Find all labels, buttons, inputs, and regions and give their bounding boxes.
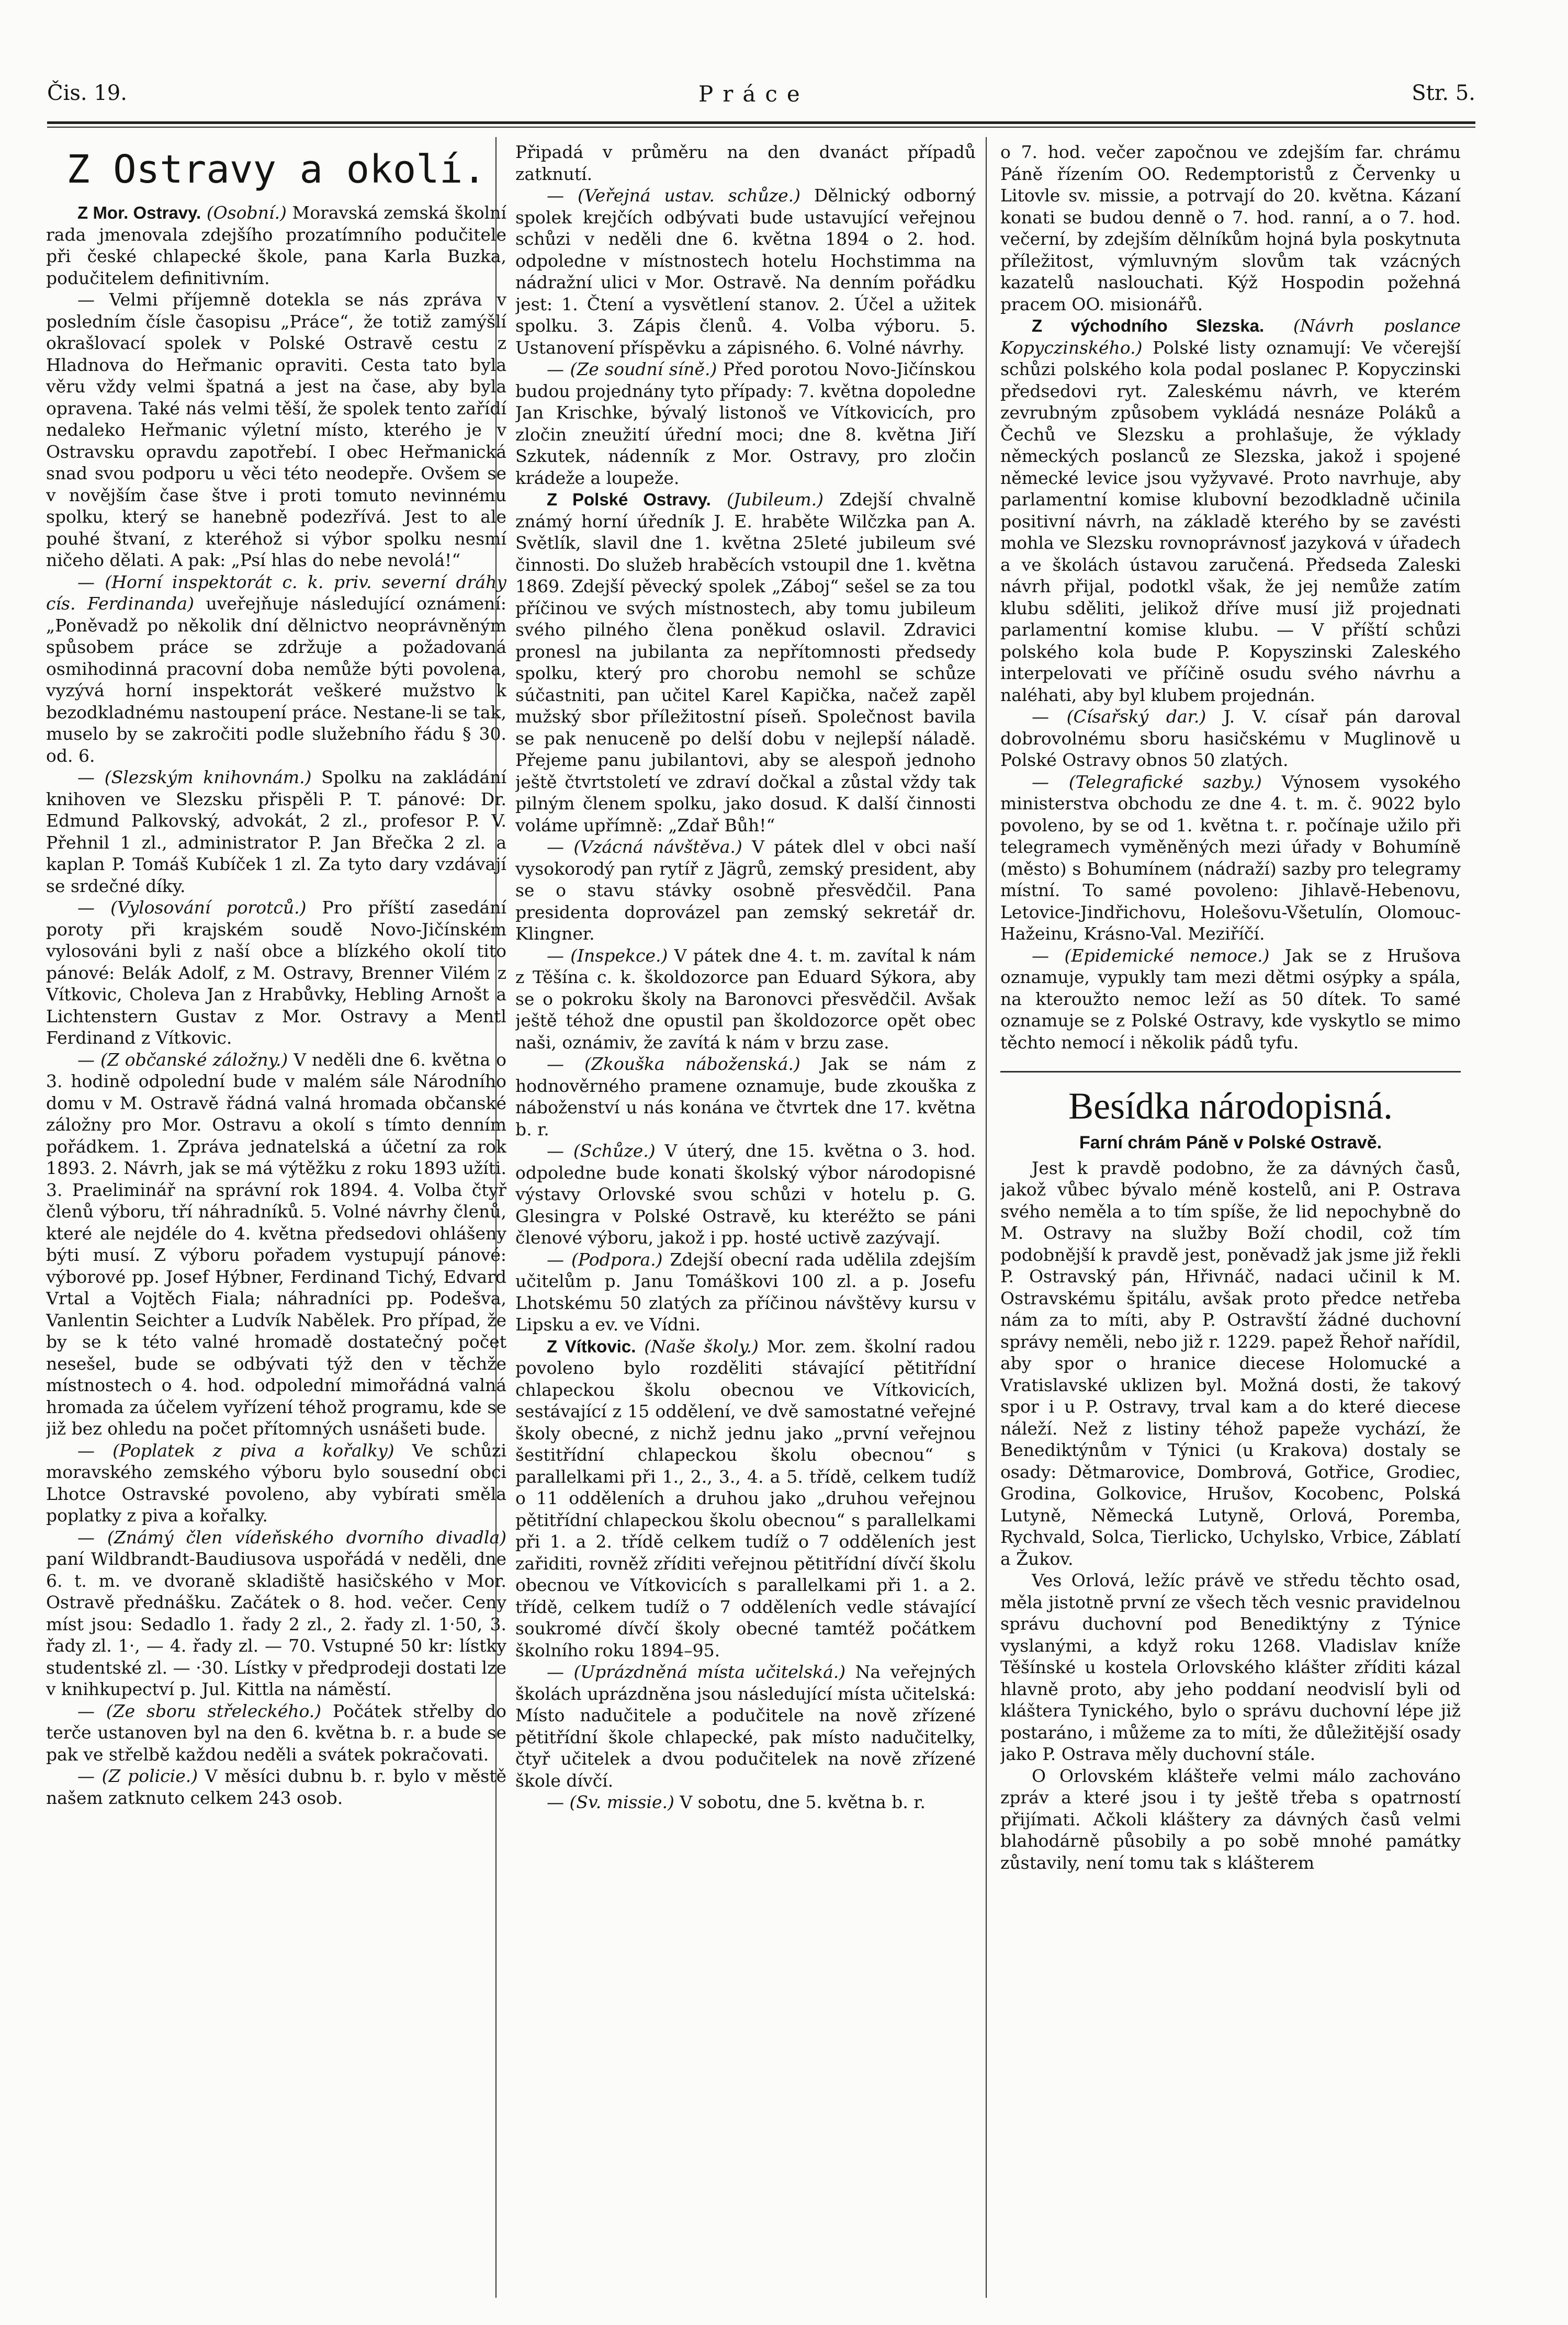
article-tag: (Císařský dar.) [1066,706,1206,727]
feuilleton-paragraph: Ves Orlová, ležíc právě ve středu těchto osad, měla jistotně první ze všech těch vesnic pravidelnou správu duchovní pod Benediktýny z Týnice vyslanými, a když roku 1268. Vladislav kníže Těšínské u kostela Orlovského klášter zříditi kázal hlavně proto, aby jeho poddaní neodvislí byli od kláštera Tynického, bylo o správu duchovní lépe již postaráno, i můžeme za to míti, že důležitější osady jako P. Ostrava měly duchovní stále. [1000,1570,1461,1764]
article: — (Slezským knihovnám.) Spolku na zakládání knihoven ve Slezsku přispěli P. T. pánové: Dr. Edmund Palkovský, advokát, 2 zl., profesor P. V. Přehnil 1 zl., administrator P. Jan Břečka 2 zl. a kaplan P. Tomáš Kubíček 1 zl. Za tyto dary vzdávají se srdečné díky. [46,767,506,896]
article: — (Veřejná ustav. schůze.) Dělnický odborný spolek krejčích odbývati bude ustavující veřejnou schůzi v neděli dne 6. května 1894 o 2. hod. odpoledne v místnostech hotelu Hochstimma na nádražní ulici v Mor. Ostravě. Na denním pořádku jest: 1. Čtení a vysvětlení stanov. 2. Účel a užitek spolku. 3. Zápis členů. 4. Volba výboru. 5. Ustanovení příspěvku a zápisného. 6. Volné návrhy. [515,185,976,358]
article-tag: (Podpora.) [571,1249,663,1270]
article: — (Uprázdněná místa učitelská.) Na veřejných školách uprázdněna jsou následující místa učitelská: Místo nadučitele a podučitele na nově zřízené pětitřídní škole chlapecké, pak místo nadučitelky, čtyř učitelek a dvou podučitelek na nově zřízené škole dívčí. [515,1662,976,1791]
column-2 [515,141,976,2302]
article-text: Pro příští zasedání poroty při krajském soudě Novo-Jičínském vylosováni byli z naší obce a blízkého okolí tito pánové: Belák Adolf, z M. Ostravy, Brenner Vilém z Vítkovic, Choleva Jan z Hrabůvky, Hebling Arnošt a Lichtenstern Gustav z Mor. Ostravy a Mentl Ferdinand z Vítkovic. [46,897,506,1048]
issue-number: Čis. 19. [47,81,127,105]
article-tag: (Vzácná návštěva.) [573,837,742,857]
column-1 [46,141,506,2302]
article: — (Vzácná návštěva.) V pátek dlel v obci naší vysokorodý pan rytíř z Jägrů, zemský president, aby se o stavu stávky osobně přesvědčil. Pana presidenta doprovázel pan zemský sekretář dr. Klingner. [515,837,976,944]
article-text: Jak se nám z hodnověrného pramene oznamuje, bude zkouška z náboženství u nás konána ve čtvrtek dne 17. května b. r. [515,1054,976,1139]
article-text: Zdejší obecní rada udělila zdejším učitelům p. Janu Tomáškovi 100 zl. a p. Josefu Lhotskému 50 zlatých za příčinou návštěvy kursu v Lipsku a ev. ve Vídni. [515,1249,976,1335]
article-tag: (Sv. missie.) [569,1792,674,1812]
article-tag: (Slezským knihovnám.) [104,767,312,787]
article-text: Moravská zemská školní rada jmenovala zdejšího prozatímního podučitele při české chlapecké škole, pana Karla Buzka, podučitelem definitivním. [46,202,506,288]
article: — (Ze sboru střeleckého.) Počátek střelby do terče ustanoven byl na den 6. května b. r. a bude se pak ve střelbě každou neděli a svátek pokračovati. [46,1700,506,1765]
article-text: Před porotou Novo-Jičínskou budou projednány tyto případy: 7. května dopoledne Jan Krischke, bývalý listonoš ve Vítkovicích, pro zločin zneužití úřední moci; dne 8. května Jiří Szkutek, nádenník z Mor. Ostravy, pro zločin krádeže a loupeže. [515,359,976,488]
header-rule-thin [47,127,1475,128]
locality-heading: Z Polské Ostravy. [547,490,711,509]
article-text: J. V. císař pán daroval dobrovolnému sboru hasičskému v Muglinově u Polské Ostravy obnos 50 zlatých. [1000,706,1461,770]
article-text: Počátek střelby do terče ustanoven byl na den 6. května b. r. a bude se pak ve střelbě každou neděli a svátek pokračovati. [46,1700,506,1765]
article-text: V úterý, dne 15. května o 3. hod. odpoledne bude konati školský výbor národopisné výstavy Orlovské svou schůzi v hotelu p. G. Glesingra v Polské Ostravě, ku kteréžto se páni členové výboru, jakož i pp. hosté uctivě zazývají. [515,1141,976,1248]
article-tag: (Zkouška náboženská.) [584,1054,800,1074]
article-tag: (Jubileum.) [726,489,824,510]
article-tag: (Schůze.) [573,1141,656,1161]
article: — Velmi příjemně dotekla se nás zpráva v posledním čísle časopisu „Práce“, že totiž zamýšlí okrašlovací spolek v Polské Ostravě cestu z Hladnova do Heřmanic opraviti. Cesta tato byla věru vždy velmi špatná a jest na čase, aby byla opravena. Také nás velmi těší, že spolek tento zařídí nedaleko Heřmanic výletní místo, kterého je v Ostravsku opravdu zapotřebí. I obec Heřmanická snad svou podporu u věci této neodepře. Ovšem se v novějším čase štve i proti tomuto nevinnému spolku, který se hanebně podezřívá. Jest to ale pouhé štvaní, z kteréhož si výbor spolku nesmí ničeho dělati. A pak: „Psí hlas do nebe nevolá!“ [46,289,506,570]
article-tag: (Veřejná ustav. schůze.) [577,185,801,206]
article: — (Inspekce.) V pátek dne 4. t. m. zavítal k nám z Těšína c. k. školdozorce pan Eduard Sýkora, aby se o pokroku školy na Baronovci přesvědčil. Avšak ještě téhož dne opustil pan školdozorce opět obec naši, oznámiv, že zavítá k nám v brzu zase. [515,945,976,1053]
article-tag: (Poplatek z piva a kořalky) [112,1440,394,1461]
article-tag: (Ze sboru střeleckého.) [106,1700,322,1721]
locality-heading: Z východního Slezska. [1032,316,1265,335]
article: — (Císařský dar.) J. V. císař pán daroval dobrovolnému sboru hasičskému v Muglinově u Polské Ostravy obnos 50 zlatých. [1000,706,1461,770]
article-text: V neděli dne 6. května o 3. hodině odpolední bude v malém sále Národního domu v M. Ostravě řádná valná hromada občanské záložny pro Mor. Ostravu a okolí s tímto denním pořádkem. 1. Zpráva jednatelská a účetní za rok 1893. 2. Návrh, jak se má výtěžku z roku 1893 užíti. 3. Praeliminář na správní rok 1894. 4. Volba čtyř členů výboru, tří náhradníků. 5. Volné návrhy členů, které ale nejdéle do 4. května předsedovi ohlášeny býti musí. Z výboru pořadem vystupují pánové: výborové pp. Josef Hýbner, Ferdinand Tichý, Edvard Vrtal a Vojtěch Fiala; náhradníci pp. Podešva, Vanlentin Seichter a Ludvík Nabělek. Pro případ, že by se k této valné hromadě dostatečný počet nesešel, bude se odbývati týž den v těchže místnostech o 4. hod. odpolední mimořádná valná hromada za účelem vyřízení téhož programu, kde se již bez ohledu na počet přítomných usnášeti bude. [46,1049,506,1439]
article-text: uveřejňuje následující oznámení: „Poněvadž po několik dní dělnictvo neoprávněným spůsobem práce se zdržuje a požadovaná osmihodinná pracovní doba nemůže býti povolena, vyzývá horní inspektorát veškeré mužstvo k bezodkladnému nastoupení práce. Nestane-li se tak, muselo by se zakročiti podle služebního řádu § 30. od. 6. [46,593,506,766]
article: — (Z občanské záložny.) V neděli dne 6. května o 3. hodině odpolední bude v malém sále Národního domu v M. Ostravě řádná valná hromada občanské záložny pro Mor. Ostravu a okolí s tímto denním pořádkem. 1. Zpráva jednatelská a účetní za rok 1893. 2. Návrh, jak se má výtěžku z roku 1893 užíti. 3. Praeliminář na správní rok 1894. 4. Volba čtyř členů výboru, tří náhradníků. 5. Volné návrhy členů, které ale nejdéle do 4. května předsedovi ohlášeny býti musí. Z výboru pořadem vystupují pánové: výborové pp. Josef Hýbner, Ferdinand Tichý, Edvard Vrtal a Vojtěch Fiala; náhradníci pp. Podešva, Vanlentin Seichter a Ludvík Nabělek. Pro případ, že by se k této valné hromadě dostatečný počet nesešel, bude se odbývati týž den v těchže místnostech o 4. hod. odpolední mimořádná valná hromada za účelem vyřízení téhož programu, kde se již bez ohledu na počet přítomných usnášeti bude. [46,1049,506,1439]
article-text: Na veřejných školách uprázdněna jsou následující místa učitelská: Místo nadučitele a podučitele na nově zřízené pětitřídní škole chlapecké, pak místo nadučitelky, čtyř učitelek a dvou podučitelek na nově zřízené škole dívčí. [515,1662,976,1791]
article-text: Spolku na zakládání knihoven ve Slezsku přispěli P. T. pánové: Dr. Edmund Palkovský, advokát, 2 zl., profesor P. V. Přehnil 1 zl., administrator P. Jan Břečka 2 zl. a kaplan P. Tomáš Kubíček 1 zl. Za tyto dary vzdávají se srdečné díky. [46,767,506,896]
article-tag: (Návrh poslance Kopyczinského.) [1000,315,1461,358]
article-tag: (Uprázdněná místa učitelská.) [573,1662,846,1682]
locality-heading: Z Mor. Ostravy. [77,203,201,222]
article-text: V pátek dlel v obci naší vysokorodý pan rytíř z Jägrů, zemský president, aby se o stavu stávky osobně přesvědčil. Pana presidenta doprovázel pan zemský sekretář dr. Klingner. [515,837,976,944]
article: — (Známý člen vídeňského dvorního divadla) paní Wildbrandt-Baudiusova uspořádá v neděli, dne 6. t. m. ve dvoraně skladiště hasičského v Mor. Ostravě přednášku. Začátek o 8. hod. večer. Ceny míst jsou: Sedadlo 1. řady 2 zl., 2. řady zl. 1·50, 3. řady zl. 1·, — 4. řady zl. — 70. Vstupné 50 kr: lístky studentské zl. — ·30. Lístky v předprodeji dostati lze v knihkupectví p. Jul. Kittla na náměstí. [46,1527,506,1699]
article: — (Schůze.) V úterý, dne 15. května o 3. hod. odpoledne bude konati školský výbor národopisné výstavy Orlovské svou schůzi v hotelu p. G. Glesingra v Polské Ostravě, ku kteréžto se páni členové výboru, jakož i pp. hosté uctivě zazývají. [515,1141,976,1248]
article: Připadá v průměru na den dvanáct případů zatknutí. [515,142,976,184]
article [515,489,976,836]
article-tag: (Ze soudní síně.) [570,359,717,379]
article-tag: (Z občanské záložny.) [100,1049,288,1070]
article-tag: (Vylosování porotců.) [110,897,307,918]
locality-heading: Z Vítkovic. [547,1336,636,1356]
feuilleton-subtitle: Farní chrám Páně v Polské Ostravě. [1079,1133,1382,1153]
article: — (Sv. missie.) V sobotu, dne 5. května b. r. [547,1792,926,1812]
page-header [47,81,1475,118]
feuilleton-title: Besídka národopisná. [1000,1071,1461,1129]
article [1000,315,1461,706]
article-tag: (Epidemické nemoce.) [1064,945,1270,966]
article-tag: (Inspekce.) [570,945,668,966]
masthead-title: Práce [698,81,809,107]
article: — (Podpora.) Zdejší obecní rada udělila zdejším učitelům p. Janu Tomáškovi 100 zl. a p. Josefu Lhotskému 50 zlatých za příčinou návštěvy kursu v Lipsku a ev. ve Vídni. [515,1249,976,1335]
article-tag: (Telegrafické sazby.) [1068,771,1262,792]
article: — (Z policie.) V měsíci dubnu b. r. bylo v městě našem zatknuto celkem 243 osob. [46,1766,506,1808]
article-text: Dělnický odborný spolek krejčích odbývati bude ustavující veřejnou schůzi v neděli dne 6. května 1894 o 2. hod. odpoledne v místnostech hotelu Hochstimma na nádražní ulici v Mor. Ostravě. Na denním pořádku jest: 1. Čtení a vysvětlení stanov. 2. Účel a užitek spolku. 3. Zápis členů. 4. Volba výboru. 5. Ustanovení příspěvku a zápisného. 6. Volné návrhy. [515,185,976,358]
article: — (Zkouška náboženská.) Jak se nám z hodnověrného pramene oznamuje, bude zkouška z náboženství u nás konána ve čtvrtek dne 17. května b. r. [515,1054,976,1139]
article: — (Ze soudní síně.) Před porotou Novo-Jičínskou budou projednány tyto případy: 7. května dopoledne Jan Krischke, bývalý listonoš ve Vítkovicích, pro zločin zneužití úřední moci; dne 8. května Jiří Szkutek, nádenník z Mor. Ostravy, pro zločin krádeže a loupeže. [515,359,976,488]
article-text: V pátek dne 4. t. m. zavítal k nám z Těšína c. k. školdozorce pan Eduard Sýkora, aby se o pokroku školy na Baronovci přesvědčil. Avšak ještě téhož dne opustil pan školdozorce opět obec naši, oznámiv, že zavítá k nám v brzu zase. [515,945,976,1053]
article: — (Vylosování porotců.) Pro příští zasedání poroty při krajském soudě Novo-Jičínském vylosováni byli z naší obce a blízkého okolí tito pánové: Belák Adolf, z M. Ostravy, Brenner Vilém z Vítkovic, Choleva Jan z Hrabůvky, Hebling Arnošt a Lichtenstern Gustav z Mor. Ostravy a Mentl Ferdinand z Vítkovic. [46,897,506,1048]
article-text: Polské listy oznamují: Ve včerejší schůzi polského kola podal poslanec P. Kopyczinski předsedovi ryt. Zaleskému návrh, ve kterém zevrubným způsobem vykládá nesnáze Poláků a Čechů ve Slezsku a prohlašuje, že výklady německých poslanců ze Slezska, jakož i spojené německé levice jsou vyžyvavé. Proto navrhuje, aby parlamentní komise klubovní bezodkladně učinila positivní návrh, na základě kterého by se zavésti mohla ve Slezsku rovnoprávnosť jazyková v úřadech a ve školách ústavou zaručená. Předseda Zaleski návrh přijal, podotkl však, že jej nemůže zatím klubu sděliti, jelikož dříve musí již projednati parlamentní komise klubu. — V příští schůzi polského kola bude P. Kopyszinski Zaleského interpelovati ve příčině osudu svého návrhu a naléhati, aby byl klubem projednán. [1000,337,1461,705]
section-title: Z Ostravy a okolí. [66,147,486,192]
article-tag: (Naše školy.) [644,1336,759,1357]
article: — (Epidemické nemoce.) Jak se z Hrušova oznamuje, vypukly tam mezi dětmi osýpky a spála, na kteroužto nemoc leží as 50 dítek. To samé oznamuje se z Polské Ostravy, kde vyskytlo se mimo těchto nemocí i několik pádů tyfu. [1000,945,1461,1053]
article-text: Jak se z Hrušova oznamuje, vypukly tam mezi dětmi osýpky a spála, na kteroužto nemoc leží as 50 dítek. To samé oznamuje se z Polské Ostravy, kde vyskytlo se mimo těchto nemocí i několik pádů tyfu. [1000,945,1461,1053]
article-tag: (Osobní.) [206,202,287,223]
article [515,1336,976,1662]
article [46,202,506,289]
article-text: Zdejší chvalně známý horní úředník J. E. hraběte Wilčzka pan A. Světlík, slavil dne 1. května 25leté jubileum své činnosti. Do služeb hraběcích vstoupil dne 1. května 1869. Zdejší pěvecký spolek „Záboj“ sešel se za tou příčinou ve svých místnostech, aby tomu jubileum svého pilného člena poněkud oslavil. Zdravici pronesl na jubilanta za nepřítomnosti předsedy spolku, který pro chorobu nemohl se schůze súčastniti, pan učitel Karel Kapička, načež zapěl mužský sbor příležitostní píseň. Společnost bavila se pak nenuceně po delší dobu v nejlepší náladě. Přejeme panu jubilantovi, aby se alespoň jednoho ještě čtvrtstoletí ve zdraví dočkal a zůstal vždy tak pilným členem spolku, jako dosud. K další činnosti voláme upřímně: „Zdař Bůh!“ [515,489,976,836]
article: o 7. hod. večer započnou ve zdejším far. chrámu Páně řízením OO. Redemptoristů z Červenky u Litovle sv. missie, a potrvají do 20. května. Kázaní konati se budou denně o 7. hod. ranní, a o 7. hod. večerní, by zdejším dělníkům hojná byla poskytnuta příležitost, výmluvným slovům tak vzácných kazatelů naslouchati. Kýž Hospodin požehná pracem OO. misionářů. [1000,142,1461,314]
page-number: Str. 5. [1412,81,1475,105]
feuilleton-paragraph: O Orlovském klášteře velmi málo zachováno zpráv a které jsou i ty ještě třeba s opatrností přijímati. Ačkoli kláštery za dávných časů velmi blahodárně působily a po sobě mnohé památky zůstavily, není tomu tak s klášterem [1000,1765,1461,1873]
article-tag: (Z policie.) [101,1766,198,1786]
article: — (Poplatek z piva a kořalky) Ve schůzi moravského zemského výboru bylo sousední obci Lhotce Ostravské povoleno, aby vybírati směla poplatky z piva a kořalky. [46,1440,506,1526]
column-3 [1000,141,1461,2302]
article: — (Horní inspektorát c. k. priv. severní dráhy cís. Ferdinanda) uveřejňuje následující oznámení: „Poněvadž po několik dní dělnictvo neoprávněným spůsobem práce se zdržuje a požadovaná osmihodinná pracovní doba nemůže býti povolena, vyzývá horní inspektorát veškeré mužstvo k bezodkladnému nastoupení práce. Nestane-li se tak, muselo by se zakročiti podle služebního řádu § 30. od. 6. [46,571,506,766]
article-text: Výnosem vysokého ministerstva obchodu ze dne 4. t. m. č. 9022 bylo povoleno, by se od 1. května t. r. počínaje užilo při telegramech vyměněných mezi úřady v Bohumíně (město) s Bohumínem (nádraží) sazby pro telegramy místní. To samé povoleno: Jihlavě-Hebenovu, Letovice-Jindřichovu, Holešovu-Všetulín, Olomouc-Hažeinu, Krásno-Val. Meziříčí. [1000,771,1461,944]
article: — (Telegrafické sazby.) Výnosem vysokého ministerstva obchodu ze dne 4. t. m. č. 9022 bylo povoleno, by se od 1. května t. r. počínaje užilo při telegramech vyměněných mezi úřady v Bohumíně (město) s Bohumínem (nádraží) sazby pro telegramy místní. To samé povoleno: Jihlavě-Hebenovu, Letovice-Jindřichovu, Holešovu-Všetulín, Olomouc-Hažeinu, Krásno-Val. Meziříčí. [1000,771,1461,944]
article-text: V sobotu, dne 5. května b. r. [680,1792,926,1812]
article-tag: (Horní inspektorát c. k. priv. severní dráhy cís. Ferdinanda) [46,571,506,614]
article-text: Mor. zem. školní radou povoleno bylo rozděliti stávající pětitřídní chlapeckou školu obecnou ve Vítkovicích, sestávající z 15 oddělení, ve dvě samostatné veřejné školy obecné, z nichž jednu jako „první veřejnou šestitřídní chlapeckou školu obecnou“ s parallelkami při 1., 2., 3., 4. a 5. třídě, celkem tudíž o 11 odděleních a druhou jako „druhou veřejnou pětitřídní chlapeckou školu obecnou“ s parallelkami při 1. a 2. třídě celkem tudíž o 7 odděleních jest zařiditi, rovněž zříditi veřejnou pětitřídní dívčí školu obecnou ve Vítkovicích s parallelkami při 1. a 2. třídě, celkem tudíž o 7 odděleních vedle stávající soukromé dívčí školy obecné tamtéž počátkem školního roku 1894–95. [515,1336,976,1661]
article-tag: (Známý člen vídeňského dvorního divadla) [107,1527,506,1548]
article-text: V měsíci dubnu b. r. bylo v městě našem zatknuto celkem 243 osob. [46,1766,506,1808]
column-divider [986,137,987,2298]
article-text: Ve schůzi moravského zemského výboru bylo sousední obci Lhotce Ostravské povoleno, aby vybírati směla poplatky z piva a kořalky. [46,1440,506,1526]
feuilleton-paragraph: Jest k pravdě podobno, že za dávných časů, jakož vůbec bývalo méně kostelů, ani P. Ostrava svého neměla a to tím spíše, že lid nepochybně do M. Ostravy na služby Boží chodil, což tím podobnější k pravdě jest, poněvadž jak jsme již řekli P. Ostravský pán, Hřivnáč, nadaci učinil k M. Ostravskému špitálu, avšak proto předce netřeba nám za to míti, aby P. Ostravští žádné duchovní správy neměli, nebo již r. 1229. papež Řehoř nařídil, aby spor o hranice diecese Holomucké a Vratislavské uklizen byl. Možná dosti, že takový spor i u P. Ostravy, trval kam a do které diecese náleží. Než z listiny téhož papeže vychází, že Benediktýnům v Týnici (u Krakova) dostaly se osady: Dětmarovice, Dombrová, Gotřice, Grodiec, Grodina, Golkovice, Hrušov, Kocobenc, Polská Lutyně, Německá Lutyně, Orlová, Poremba, Rychvald, Solca, Tierlicko, Uchylsko, Vrbice, Záblatí a Žukov. [1000,1157,1461,1569]
header-rule [47,121,1475,124]
article-text: paní Wildbrandt-Baudiusova uspořádá v neděli, dne 6. t. m. ve dvoraně skladiště hasičského v Mor. Ostravě přednášku. Začátek o 8. hod. večer. Ceny míst jsou: Sedadlo 1. řady 2 zl., 2. řady zl. 1·50, 3. řady zl. 1·, — 4. řady zl. — 70. Vstupné 50 kr: lístky studentské zl. — ·30. Lístky v předprodeji dostati lze v knihkupectví p. Jul. Kittla na náměstí. [46,1549,506,1699]
